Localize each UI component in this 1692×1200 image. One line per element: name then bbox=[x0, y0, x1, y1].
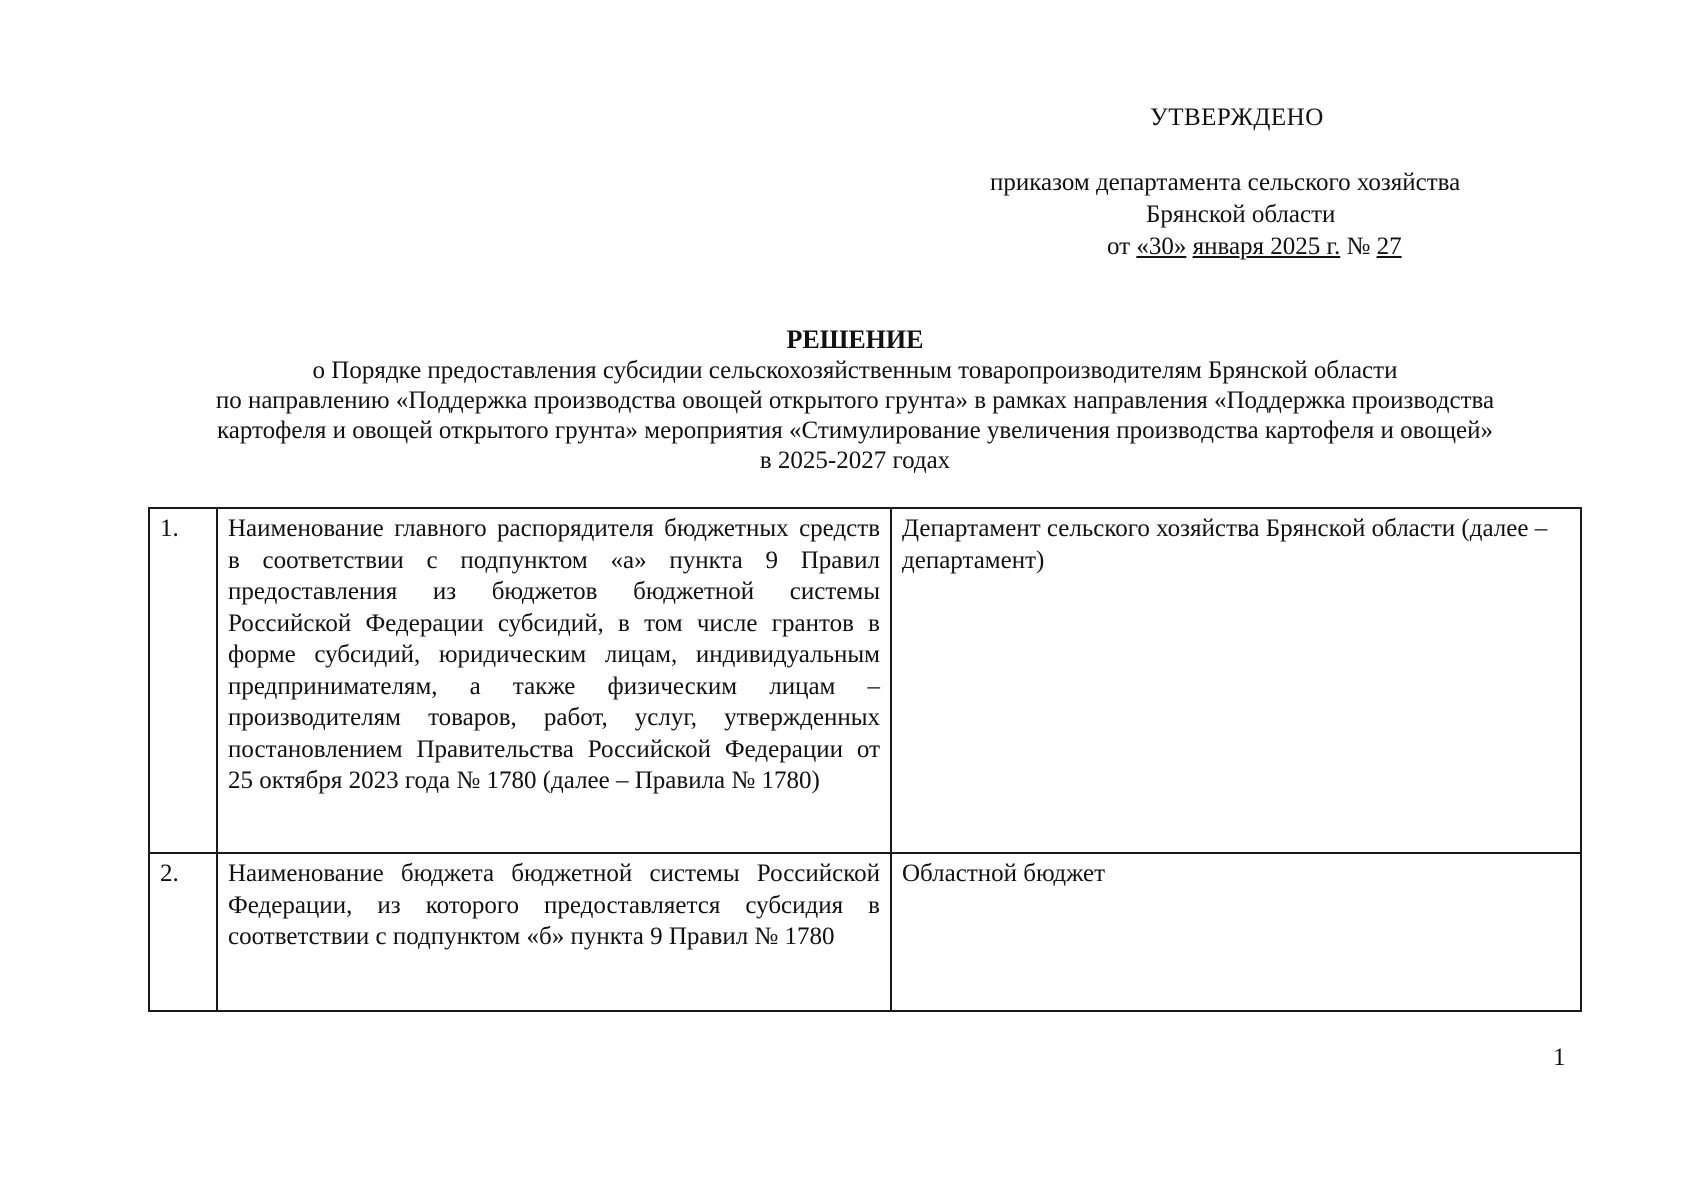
order-line-1: приказом департамента сельского хозяйства bbox=[990, 169, 1461, 196]
order-day: «30» bbox=[1136, 233, 1187, 260]
order-month-year: января 2025 г. bbox=[1192, 233, 1341, 260]
row-description: Наименование главного распорядителя бюджетных средств в соответствии с подпунктом «а» пункта 9 Правил предоставления из бюджетов бюджетной системы Российской Федерации субсидий, в том числе грантов в форме субсидий, юридическим лицам, индивидуальным предпринимателям, а также физическим лицам – производителям товаров, работ, услуг, утвержденных постановлением Правительства Российской Федерации от 25 октября 2023 года № 1780 (далее – Правила № 1780) bbox=[217, 508, 891, 853]
order-line-3 bbox=[900, 231, 1580, 263]
order-number: 27 bbox=[1376, 233, 1402, 260]
approval-stamp-title: УТВЕРЖДЕНО bbox=[1150, 104, 1324, 131]
order-reference bbox=[900, 167, 1580, 263]
table-row bbox=[149, 508, 1581, 853]
decision-table bbox=[148, 507, 1582, 1012]
order-prefix: от bbox=[1107, 233, 1137, 260]
order-line-2: Брянской области bbox=[1146, 201, 1336, 228]
row-number: 1. bbox=[149, 508, 217, 853]
row-value: Департамент сельского хозяйства Брянской области (далее – департамент) bbox=[891, 508, 1581, 853]
title-line-4: в 2025-2027 годах bbox=[759, 447, 951, 474]
document-title bbox=[140, 325, 1570, 476]
page-number: 1 bbox=[1553, 1044, 1566, 1071]
table-row bbox=[149, 853, 1581, 1011]
document-heading: РЕШЕНИЕ bbox=[786, 325, 924, 354]
order-number-sign: № bbox=[1340, 233, 1377, 260]
row-value: Областной бюджет bbox=[891, 853, 1581, 1011]
title-line-3: картофеля и овощей открытого грунта» мероприятия «Стимулирование увеличения производства картофеля и овощей» bbox=[217, 417, 1493, 444]
title-line-1: о Порядке предоставления субсидии сельскохозяйственным товаропроизводителям Брянской области bbox=[312, 357, 1398, 384]
row-number: 2. bbox=[149, 853, 217, 1011]
title-line-2: по направлению «Поддержка производства овощей открытого грунта» в рамках направления «Поддержка производства bbox=[215, 387, 1495, 414]
row-description: Наименование бюджета бюджетной системы Российской Федерации, из которого предоставляется субсидия в соответствии с подпунктом «б» пункта 9 Правил № 1780 bbox=[217, 853, 891, 1011]
